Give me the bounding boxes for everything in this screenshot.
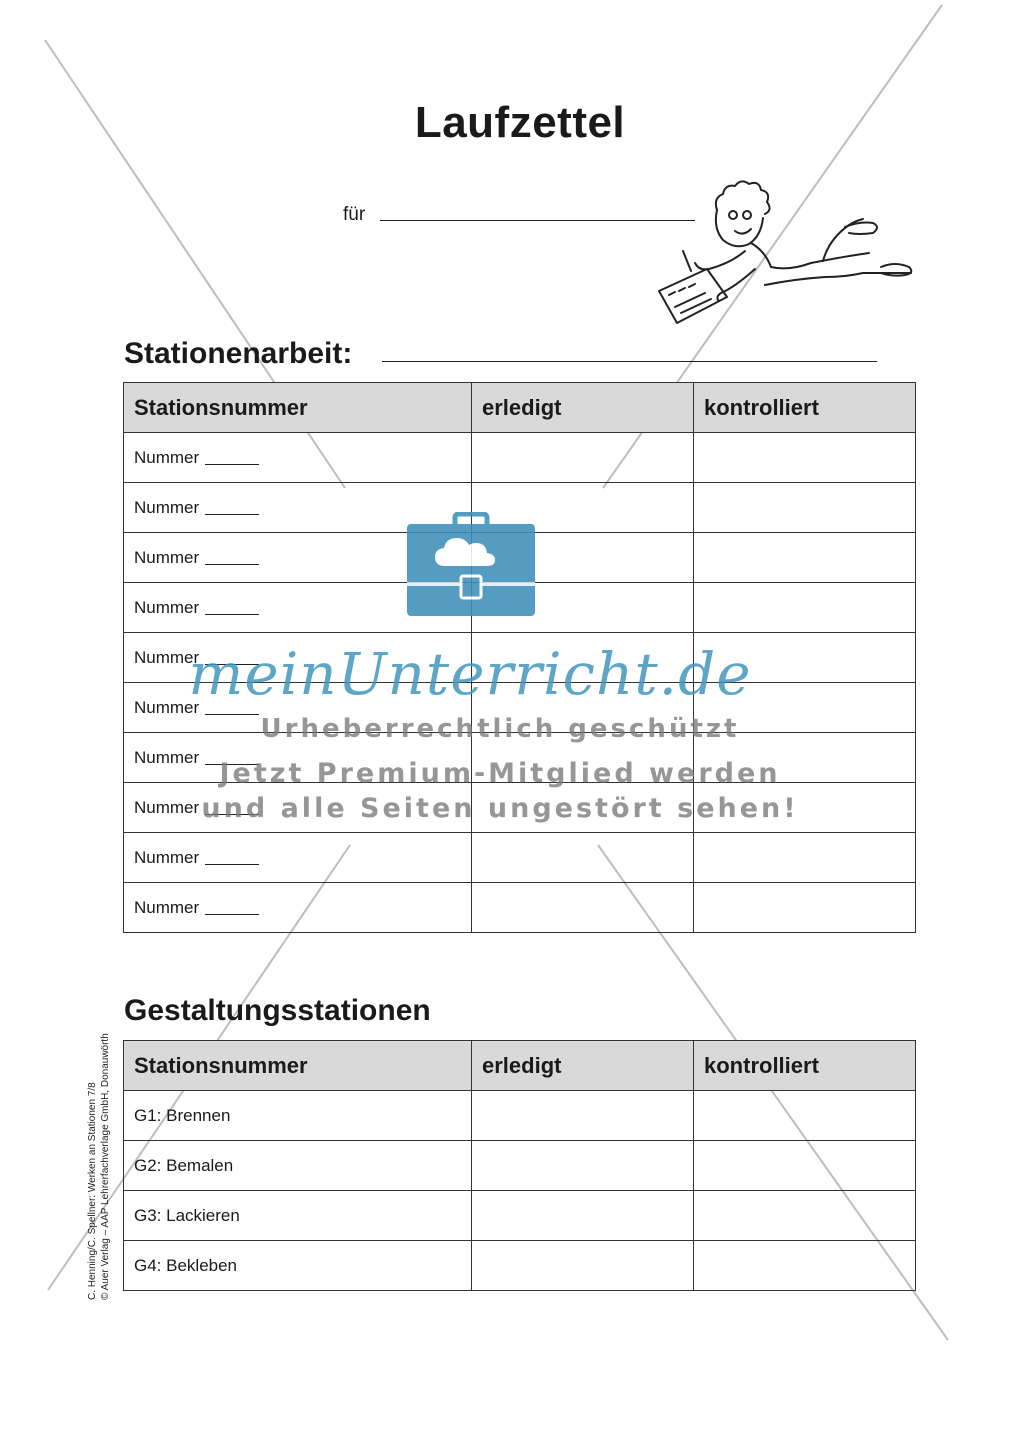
erledigt-cell xyxy=(472,433,694,483)
kontrolliert-cell xyxy=(694,583,916,633)
row-label: Nummer xyxy=(134,697,200,717)
erledigt-cell xyxy=(472,1091,694,1141)
watermark-line-2: Jetzt Premium-Mitglied werden xyxy=(219,758,781,789)
station-cell: G2: Bemalen xyxy=(124,1141,472,1191)
col-header-erledigt: erledigt xyxy=(472,1041,694,1091)
watermark-line-3: und alle Seiten ungestört sehen! xyxy=(201,793,799,824)
kontrolliert-cell xyxy=(694,433,916,483)
table-row xyxy=(124,1091,916,1141)
table-header-row xyxy=(124,1041,916,1091)
station-cell xyxy=(124,883,472,933)
watermark-line-1: Urheberrechtlich geschützt xyxy=(260,714,740,744)
boy-writing-illustration xyxy=(655,175,920,335)
station-cell: G3: Lackieren xyxy=(124,1191,472,1241)
erledigt-cell xyxy=(472,1191,694,1241)
kontrolliert-cell xyxy=(694,533,916,583)
kontrolliert-cell xyxy=(694,1191,916,1241)
row-label: Nummer xyxy=(134,547,200,567)
row-label: Nummer xyxy=(134,597,200,617)
erledigt-cell xyxy=(472,833,694,883)
col-header-erledigt: erledigt xyxy=(472,383,694,433)
section-title-gestaltungsstationen: Gestaltungsstationen xyxy=(124,994,431,1027)
number-blank-line xyxy=(205,464,259,465)
credit-line-1: C. Henning/C. Spellner: Werken an Stationen 7/8 xyxy=(87,1082,98,1300)
table-row xyxy=(124,883,916,933)
section-title-stationenarbeit: Stationenarbeit: xyxy=(124,337,353,370)
kontrolliert-cell xyxy=(694,1141,916,1191)
row-label: Nummer xyxy=(134,847,200,867)
credit-line-2: © Auer Verlag – AAP Lehrerfachverlage GmbH, Donauwörth xyxy=(100,1033,111,1300)
table-row xyxy=(124,1191,916,1241)
name-field-line xyxy=(380,220,695,221)
number-blank-line xyxy=(205,564,259,565)
col-header-stationsnummer: Stationsnummer xyxy=(124,1041,472,1091)
row-label: Nummer xyxy=(134,447,200,467)
station-cell: G1: Brennen xyxy=(124,1091,472,1141)
number-blank-line xyxy=(205,514,259,515)
number-blank-line xyxy=(205,914,259,915)
row-label: Nummer xyxy=(134,647,200,667)
copyright-credit xyxy=(86,1033,112,1300)
number-blank-line xyxy=(205,614,259,615)
topic-field-line xyxy=(382,361,877,362)
col-header-kontrolliert: kontrolliert xyxy=(694,1041,916,1091)
station-cell: G4: Bekleben xyxy=(124,1241,472,1291)
table-row xyxy=(124,1141,916,1191)
col-header-kontrolliert: kontrolliert xyxy=(694,383,916,433)
number-blank-line xyxy=(205,864,259,865)
table-header-row xyxy=(124,383,916,433)
station-cell xyxy=(124,433,472,483)
kontrolliert-cell xyxy=(694,1091,916,1141)
briefcase-cloud-icon xyxy=(405,512,537,620)
row-label: Nummer xyxy=(134,897,200,917)
row-label: Nummer xyxy=(134,497,200,517)
kontrolliert-cell xyxy=(694,483,916,533)
station-cell xyxy=(124,833,472,883)
col-header-stationsnummer: Stationsnummer xyxy=(124,383,472,433)
row-label: Nummer xyxy=(134,797,200,817)
erledigt-cell xyxy=(472,1141,694,1191)
watermark-brand: meinUnterricht.de xyxy=(188,640,752,708)
kontrolliert-cell xyxy=(694,883,916,933)
gestaltungsstationen-table xyxy=(123,1040,916,1291)
erledigt-cell xyxy=(472,883,694,933)
name-field-label: für xyxy=(343,204,366,225)
kontrolliert-cell xyxy=(694,1241,916,1291)
row-label: Nummer xyxy=(134,747,200,767)
page-title: Laufzettel xyxy=(414,98,626,147)
table-row xyxy=(124,833,916,883)
table-row xyxy=(124,1241,916,1291)
table-row xyxy=(124,433,916,483)
erledigt-cell xyxy=(472,1241,694,1291)
kontrolliert-cell xyxy=(694,833,916,883)
